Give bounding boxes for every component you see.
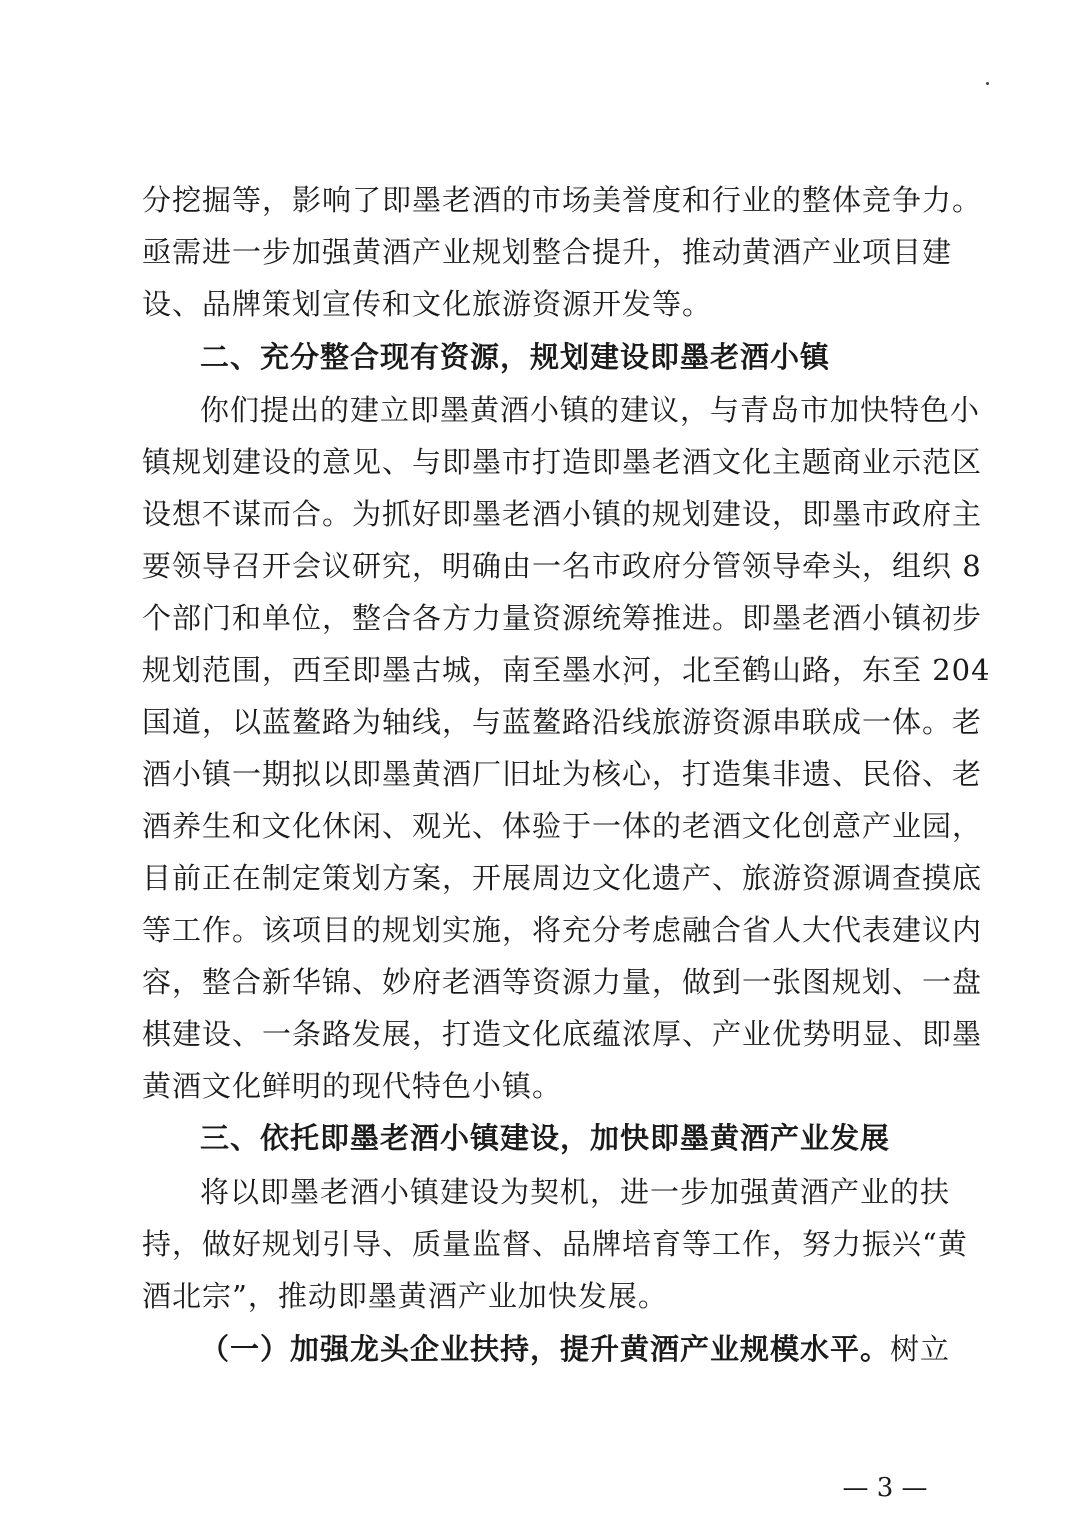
paragraph-1-line-3: 设、品牌策划宣传和文化旅游资源开发等。 [142, 287, 713, 321]
sub-heading-1-tail: 树立 [890, 1332, 951, 1366]
page-number: — 3 — [842, 1473, 928, 1503]
paragraph-2-line-1: 你们提出的建立即墨黄酒小镇的建议，与青岛市加快特色小 [200, 393, 981, 427]
paragraph-2-line-10: 目前正在制定策划方案，开展周边文化遗产、旅游资源调查摸底 [142, 861, 983, 895]
section-heading-2: 二、充分整合现有资源，规划建设即墨老酒小镇 [200, 340, 831, 374]
paragraph-2-line-5: 个部门和单位，整合各方力量资源统筹推进。即墨老酒小镇初步 [142, 601, 983, 635]
paragraph-2-line-2: 镇规划建设的意见、与即墨市打造即墨老酒文化主题商业示范区 [142, 445, 983, 479]
paragraph-2-line-12: 容，整合新华锦、妙府老酒等资源力量，做到一张图规划、一盘 [142, 965, 983, 999]
paragraph-2-line-9: 酒养生和文化休闲、观光、体验于一体的老酒文化创意产业园， [142, 809, 983, 843]
sub-heading-1: （一）加强龙头企业扶持，提升黄酒产业规模水平。 [200, 1332, 891, 1366]
paragraph-2-line-7: 国道，以蓝鳌路为轴线，与蓝鳌路沿线旅游资源串联成一体。老 [142, 705, 983, 739]
paragraph-2-line-11: 等工作。该项目的规划实施，将充分考虑融合省人大代表建议内 [142, 913, 983, 947]
paragraph-2-line-8: 酒小镇一期拟以即墨黄酒厂旧址为核心，打造集非遗、民俗、老 [142, 757, 983, 791]
paragraph-3-line-3: 酒北宗”，推动即墨黄酒产业加快发展。 [142, 1279, 668, 1313]
paragraph-2-line-6: 规划范围，西至即墨古城，南至墨水河，北至鹤山路，东至 204 [142, 653, 991, 687]
paragraph-2-line-3: 设想不谋而合。为抓好即墨老酒小镇的规划建设，即墨市政府主 [142, 497, 983, 531]
paragraph-3-line-1: 将以即墨老酒小镇建设为契机，进一步加强黄酒产业的扶 [200, 1175, 951, 1209]
paragraph-1-line-1: 分挖掘等，影响了即墨老酒的市场美誉度和行业的整体竞争力。 [142, 183, 983, 217]
scan-mark [986, 82, 989, 85]
paragraph-2-line-4: 要领导召开会议研究，明确由一名市政府分管领导牵头，组织 8 [142, 549, 982, 583]
paragraph-2-line-14: 黄酒文化鲜明的现代特色小镇。 [142, 1069, 563, 1103]
paragraph-1-line-2: 亟需进一步加强黄酒产业规划整合提升，推动黄酒产业项目建 [142, 235, 953, 269]
section-heading-3: 三、依托即墨老酒小镇建设，加快即墨黄酒产业发展 [200, 1121, 891, 1155]
paragraph-2-line-13: 棋建设、一条路发展，打造文化底蕴浓厚、产业优势明显、即墨 [142, 1017, 983, 1051]
sub-heading-1-line [200, 1331, 951, 1367]
paragraph-3-line-2: 持，做好规划引导、质量监督、品牌培育等工作，努力振兴“黄 [142, 1227, 968, 1261]
